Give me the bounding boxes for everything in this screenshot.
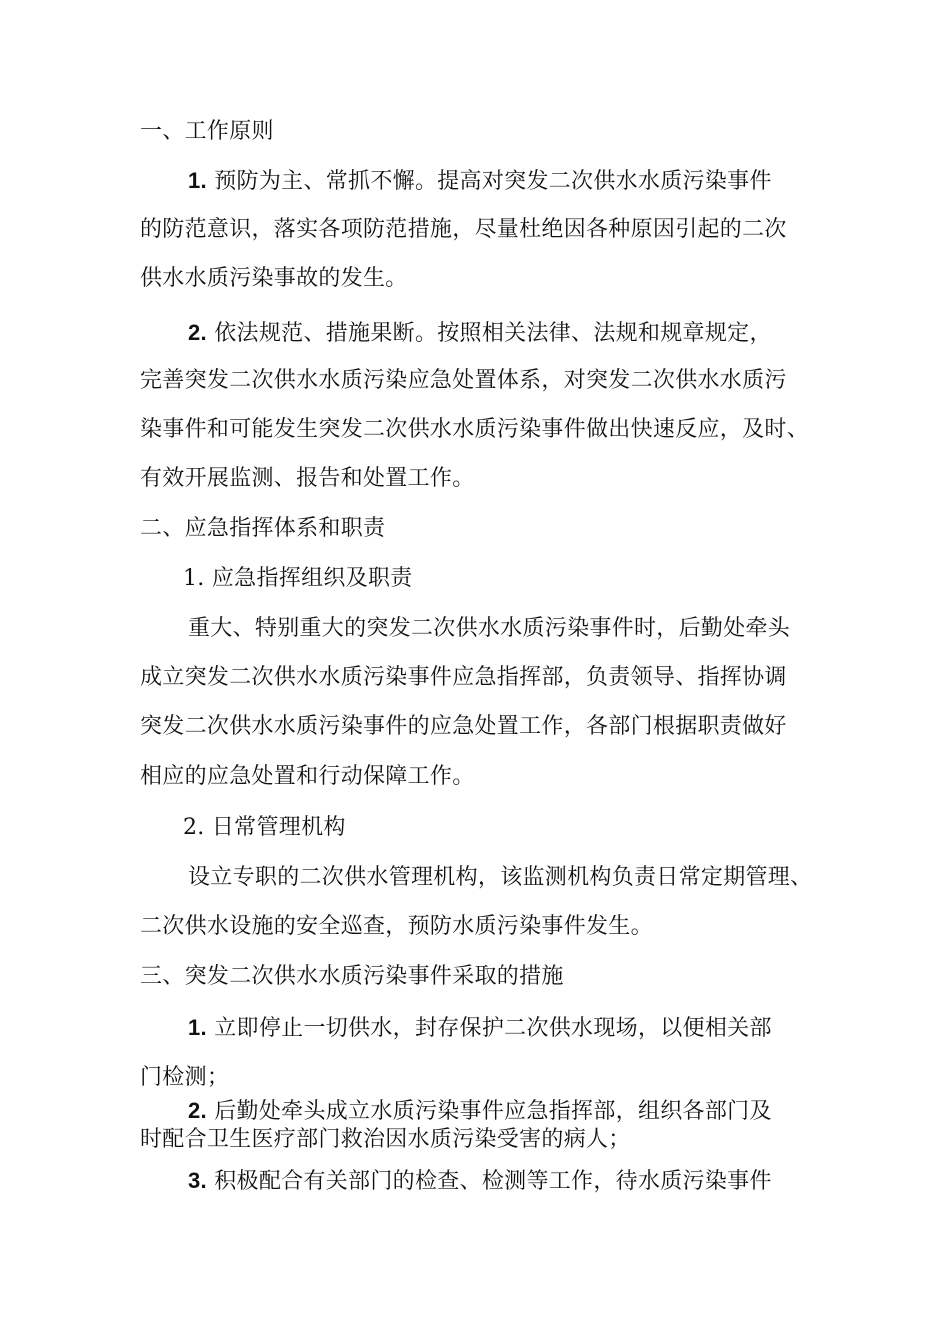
paragraph-line: 门检测； [140, 1065, 230, 1090]
paragraph-line: 成立突发二次供水水质污染事件应急指挥部，负责领导、指挥协调 [140, 665, 787, 690]
paragraph-line: 完善突发二次供水水质污染应急处置体系，对突发二次供水水质污 [140, 368, 787, 393]
item-text: 预防为主、常抓不懈。提高对突发二次供水水质污染事件 [214, 169, 772, 194]
paragraph-line: 相应的应急处置和行动保障工作。 [140, 764, 475, 789]
item-number: 3. [188, 1168, 207, 1193]
section-heading-2: 二、应急指挥体系和职责 [140, 516, 386, 541]
paragraph-line: 时配合卫生医疗部门救治因水质污染受害的病人； [140, 1127, 631, 1152]
section3-item2-line1 [188, 1096, 772, 1127]
paragraph-line: 的防范意识，落实各项防范措施，尽量杜绝因各种原因引起的二次 [140, 217, 787, 242]
paragraph-line: 有效开展监测、报告和处置工作。 [140, 466, 475, 491]
paragraph-line: 设立专职的二次供水管理机构，该监测机构负责日常定期管理、 [188, 865, 813, 890]
section1-item2-line1 [188, 318, 772, 349]
item-text: 立即停止一切供水，封存保护二次供水现场，以便相关部 [214, 1016, 772, 1041]
section-heading-3: 三、突发二次供水水质污染事件采取的措施 [140, 964, 564, 989]
subsection-heading-2: 2. 日常管理机构 [183, 815, 346, 840]
item-number: 1. [188, 168, 207, 193]
item-text: 依法规范、措施果断。按照相关法律、法规和规章规定， [214, 321, 772, 346]
item-text: 积极配合有关部门的检查、检测等工作，待水质污染事件 [214, 1169, 772, 1194]
subsection-heading-1: 1. 应急指挥组织及职责 [183, 566, 413, 591]
section1-item1-line1 [188, 166, 772, 197]
paragraph-line: 重大、特别重大的突发二次供水水质污染事件时，后勤处牵头 [188, 616, 791, 641]
section-heading-1: 一、工作原则 [140, 119, 274, 144]
item-text: 后勤处牵头成立水质污染事件应急指挥部，组织各部门及 [214, 1099, 772, 1124]
paragraph-line: 供水水质污染事故的发生。 [140, 266, 408, 291]
item-number: 2. [188, 320, 207, 345]
paragraph-line: 突发二次供水水质污染事件的应急处置工作，各部门根据职责做好 [140, 714, 787, 739]
section3-item3-line1 [188, 1166, 772, 1197]
item-number: 1. [188, 1015, 207, 1040]
item-number: 2. [188, 1098, 207, 1123]
paragraph-line: 二次供水设施的安全巡查，预防水质污染事件发生。 [140, 914, 653, 939]
paragraph-line: 染事件和可能发生突发二次供水水质污染事件做出快速反应，及时、 [140, 417, 810, 442]
section3-item1-line1 [188, 1013, 772, 1044]
